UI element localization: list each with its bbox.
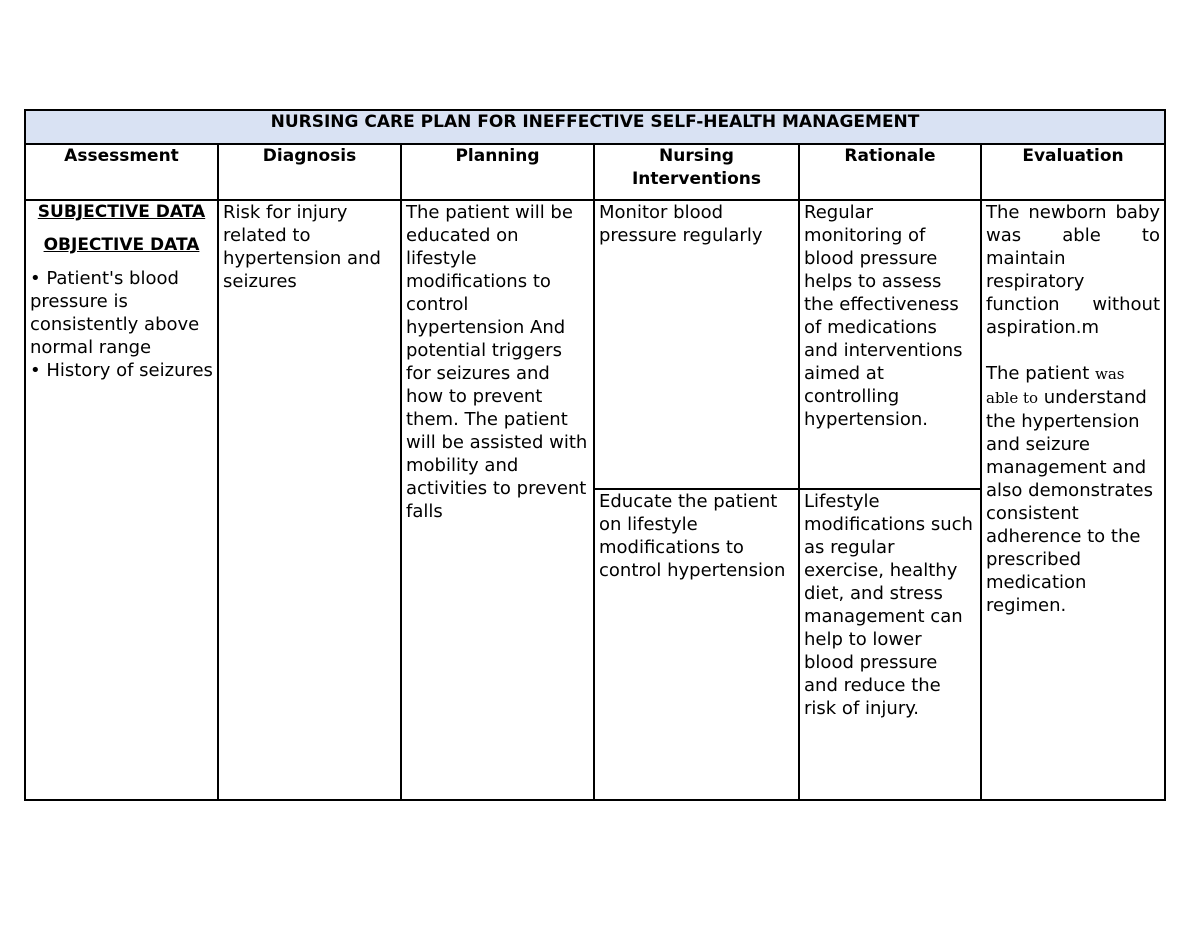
header-row [25,144,1165,200]
title-row [25,110,1165,144]
header-nursing-interventions: Nursing Interventions [594,144,799,200]
intervention-monitor-bp: Monitor blood pressure regularly [594,200,799,489]
evaluation-text-start: The patient [986,363,1095,384]
header-planning: Planning [401,144,594,200]
evaluation-text-end: understand the hypertension and seizure management and also demonstrates consistent adherence to the prescribed medication regimen. [986,387,1153,616]
assessment-cell [25,200,218,800]
objective-data-heading: OBJECTIVE DATA [43,235,200,255]
planning-cell: The patient will be educated on lifestyle modifications to control hypertension And potential triggers for seizures and how to prevent them. The patient will be assisted with mobility and activities to prevent falls [401,200,594,800]
rationale-monitor-bp: Regular monitoring of blood pressure helps to assess the effectiveness of medications and interventions aimed at controlling hypertension. [799,200,981,489]
evaluation-paragraph-patient [986,362,1160,617]
evaluation-spacer [986,339,1160,362]
assessment-bullet-seizures: • History of seizures [30,360,213,381]
assessment-bullet-blood-pressure: • Patient's blood pressure is consistently above normal range [30,268,200,358]
intervention-educate-lifestyle: Educate the patient on lifestyle modifications to control hypertension [594,489,799,800]
evaluation-text-serif: was able to [986,365,1125,407]
header-diagnosis: Diagnosis [218,144,401,200]
rationale-lifestyle: Lifestyle modifications such as regular exercise, healthy diet, and stress management can help to lower blood pressure and reduce the risk of injury. [799,489,981,800]
diagnosis-cell: Risk for injury related to hypertension and seizures [218,200,401,800]
subjective-data-heading: SUBJECTIVE DATA [37,202,206,222]
content-row-1 [25,200,1165,489]
header-evaluation: Evaluation [981,144,1165,200]
nursing-care-plan-table [24,109,1166,801]
header-assessment: Assessment [25,144,218,200]
table-title: NURSING CARE PLAN FOR INEFFECTIVE SELF-HEALTH MANAGEMENT [25,110,1165,144]
evaluation-paragraph-newborn: The newborn baby was able to maintain respiratory function without aspiration.m [986,202,1160,338]
evaluation-cell [981,200,1165,800]
header-rationale: Rationale [799,144,981,200]
